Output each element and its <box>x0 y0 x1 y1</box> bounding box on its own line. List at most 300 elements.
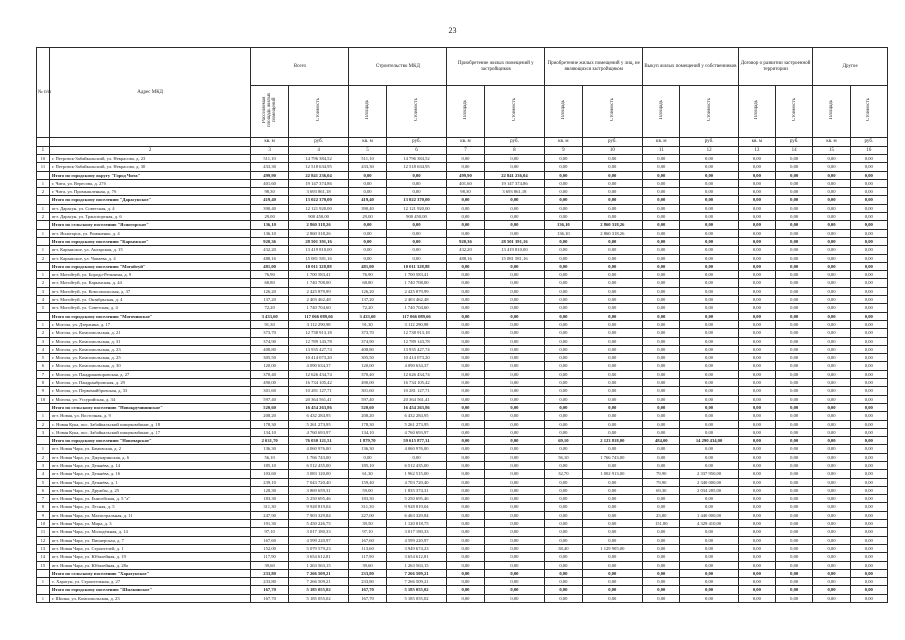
table-row <box>37 528 888 536</box>
cost-cell: 0,00 <box>850 461 887 469</box>
area-cell: 0,00 <box>738 578 775 586</box>
cost-cell: 0,00 <box>776 486 813 494</box>
subtotal-row <box>37 262 888 270</box>
area-cell: 0,00 <box>738 329 775 337</box>
area-cell: 0,00 <box>447 412 484 420</box>
area-cell: 0,00 <box>738 594 775 602</box>
area-cell: 0,00 <box>813 163 850 171</box>
row-number: 2 <box>37 420 50 428</box>
area-cell: 0,00 <box>738 304 775 312</box>
cost-cell: 0,00 <box>776 329 813 337</box>
table-row <box>37 188 888 196</box>
table-row <box>37 370 888 378</box>
cost-cell: 0,00 <box>776 445 813 453</box>
table-row <box>37 395 888 403</box>
cost-cell: 0,00 <box>680 412 738 420</box>
cost-cell: 3 112 290,98 <box>288 320 349 328</box>
area-cell: 0,00 <box>545 337 582 345</box>
row-number: 9 <box>37 511 50 519</box>
cost-cell: 0,00 <box>680 420 738 428</box>
cost-cell: 0,00 <box>850 196 887 204</box>
address-cell: г. Чита, ул. Вересова, д. 27б <box>49 179 251 187</box>
area-cell: 0,00 <box>545 320 582 328</box>
address-cell: пгт. Новая Чара, ул. Строителей, д. 1 <box>49 544 251 552</box>
cost-cell: 0,00 <box>776 296 813 304</box>
cost-cell: 7 266 509,21 <box>288 578 349 586</box>
cost-cell: 0,00 <box>484 561 545 569</box>
cost-cell: 0,00 <box>680 304 738 312</box>
units-row <box>37 138 888 147</box>
table-row <box>37 520 888 528</box>
cost-cell: 0,00 <box>680 362 738 370</box>
area-cell: 0,00 <box>545 345 582 353</box>
area-cell: 0,00 <box>813 345 850 353</box>
cost-cell: 0,00 <box>776 345 813 353</box>
cost-cell: 3 654 612,81 <box>288 553 349 561</box>
cost-cell: 0,00 <box>850 387 887 395</box>
cost-cell: 12 789 143,78 <box>386 337 447 345</box>
area-cell: 0,00 <box>545 304 582 312</box>
area-cell: 247,90 <box>251 511 288 519</box>
area-cell: 0,00 <box>545 412 582 420</box>
row-number <box>37 437 50 445</box>
row-number: 2 <box>37 329 50 337</box>
area-cell: 0,00 <box>738 412 775 420</box>
address-cell: пгт. Новая Чара, ул. Дежнёва, д. 14 <box>49 461 251 469</box>
area-cell: 137,20 <box>251 296 288 304</box>
cost-cell: 0,00 <box>582 503 643 511</box>
cost-cell: 0,00 <box>850 437 887 445</box>
cost-cell: 1 263 563,15 <box>288 561 349 569</box>
area-cell: 0,00 <box>813 453 850 461</box>
table-row <box>37 345 888 353</box>
area-cell: 39,50 <box>349 520 386 528</box>
cost-cell: 0,00 <box>850 553 887 561</box>
area-cell: 0,00 <box>738 370 775 378</box>
cost-cell: 0,00 <box>582 271 643 279</box>
cost-cell: 2 860 318,26 <box>288 221 349 229</box>
area-cell: 32,70 <box>545 470 582 478</box>
col-construction-area-header: Площадь <box>349 86 386 138</box>
area-cell: 0,00 <box>738 387 775 395</box>
cost-cell: 0,00 <box>582 403 643 411</box>
area-cell: 0,00 <box>643 528 680 536</box>
area-cell: 233,80 <box>251 569 288 577</box>
cost-cell: 0,00 <box>850 179 887 187</box>
cost-cell: 0,00 <box>386 246 447 254</box>
cost-cell: 0,00 <box>850 544 887 552</box>
cost-cell: 12 121 920,00 <box>386 204 447 212</box>
area-cell: 0,00 <box>643 395 680 403</box>
cost-cell: 0,00 <box>582 196 643 204</box>
area-cell: 0,00 <box>643 387 680 395</box>
row-number <box>37 221 50 229</box>
cost-cell: 0,00 <box>850 337 887 345</box>
cost-cell: 0,00 <box>850 486 887 494</box>
area-cell: 0,00 <box>738 312 775 320</box>
cost-cell: 0,00 <box>582 569 643 577</box>
area-cell: 0,00 <box>813 445 850 453</box>
col-address-header: Адрес МКД <box>49 48 251 138</box>
row-number: 2 <box>37 453 50 461</box>
area-cell: 0,00 <box>813 254 850 262</box>
area-cell: 488,16 <box>251 254 288 262</box>
area-cell: 0,00 <box>447 437 484 445</box>
address-cell: пгт. Дарасун, ул. Советская, д. 4 <box>49 204 251 212</box>
area-cell: 0,00 <box>447 403 484 411</box>
cost-cell: 0,00 <box>776 594 813 602</box>
cost-cell: 0,00 <box>776 262 813 270</box>
cost-cell: 0,00 <box>484 279 545 287</box>
cost-cell: 0,00 <box>582 561 643 569</box>
cost-cell: 0,00 <box>776 304 813 312</box>
column-index: 9 <box>545 147 582 155</box>
area-cell: 0,00 <box>738 320 775 328</box>
area-cell: 191,30 <box>251 520 288 528</box>
table-row <box>37 246 888 254</box>
cost-cell: 0,00 <box>850 221 887 229</box>
area-cell: 0,00 <box>738 437 775 445</box>
table-row <box>37 271 888 279</box>
area-cell: 370,40 <box>349 370 386 378</box>
group-developers-header: Приобретение жилых помещений у застройщиков <box>447 48 545 86</box>
cost-cell: 0,00 <box>680 403 738 411</box>
address-cell: пгт. Новая Чара, ул. Джукаринская, д. 6 <box>49 453 251 461</box>
area-cell: 0,00 <box>813 304 850 312</box>
area-cell: 0,00 <box>545 478 582 486</box>
cost-cell: 0,00 <box>680 453 738 461</box>
cost-cell: 0,00 <box>680 320 738 328</box>
cost-cell: 6 512 435,00 <box>386 461 447 469</box>
area-cell: 0,00 <box>447 511 484 519</box>
area-cell: 136,10 <box>545 221 582 229</box>
cost-cell: 13 022 370,00 <box>386 196 447 204</box>
area-cell: 0,00 <box>349 246 386 254</box>
area-cell: 167,70 <box>349 586 386 594</box>
cost-cell: 1 740 708,00 <box>386 279 447 287</box>
area-cell: 0,00 <box>738 229 775 237</box>
cost-cell: 0,00 <box>582 287 643 295</box>
col-developers-area-header: Площадь <box>447 86 484 138</box>
area-cell: 373,70 <box>349 329 386 337</box>
area-cell: 373,70 <box>251 329 288 337</box>
address-cell: г. Шилка, ул. Комсомольская, д. 23 <box>49 594 251 602</box>
area-cell: 136,10 <box>251 229 288 237</box>
cost-cell: 0,00 <box>680 561 738 569</box>
area-cell: 0,00 <box>813 188 850 196</box>
area-cell: 208,20 <box>251 412 288 420</box>
area-cell: 151,80 <box>643 520 680 528</box>
column-index: 3 <box>251 147 288 155</box>
cost-cell: 0,00 <box>484 511 545 519</box>
cost-cell: 0,00 <box>484 528 545 536</box>
cost-cell: 0,00 <box>582 528 643 536</box>
area-cell: 0,00 <box>643 420 680 428</box>
area-cell: 69,10 <box>545 437 582 445</box>
cost-cell: 0,00 <box>582 445 643 453</box>
table-row <box>37 204 888 212</box>
cost-cell: 7 266 509,21 <box>288 569 349 577</box>
subtotal-row <box>37 569 888 577</box>
row-number <box>37 403 50 411</box>
area-cell: 0,00 <box>545 188 582 196</box>
cost-cell: 7 266 509,21 <box>386 578 447 586</box>
address-cell: пгт. Новая, ул. Восточная, д. 9 <box>49 412 251 420</box>
area-cell: 484,00 <box>643 437 680 445</box>
area-cell: 0,00 <box>643 304 680 312</box>
area-cell: 0,00 <box>545 246 582 254</box>
table-row <box>37 213 888 221</box>
area-cell: 0,00 <box>545 287 582 295</box>
area-cell: 0,00 <box>643 412 680 420</box>
address-cell: пгт. Карымское, ул. Ангарская, д. 15 <box>49 246 251 254</box>
area-cell: 0,00 <box>738 403 775 411</box>
cost-cell: 0,00 <box>484 503 545 511</box>
cost-cell: 0,00 <box>850 271 887 279</box>
cost-cell: 0,00 <box>582 354 643 362</box>
area-cell: 0,00 <box>738 453 775 461</box>
cost-cell: 0,00 <box>484 428 545 436</box>
cost-cell: 0,00 <box>776 362 813 370</box>
address-cell: г. Могоча, ул. Первомайбровская, д. 33 <box>49 387 251 395</box>
cost-cell: 0,00 <box>850 345 887 353</box>
cost-cell: 0,00 <box>386 179 447 187</box>
cost-cell: 0,00 <box>850 511 887 519</box>
cost-cell: 0,00 <box>850 204 887 212</box>
cost-cell: 0,00 <box>850 495 887 503</box>
area-cell: 305,50 <box>349 354 386 362</box>
cost-cell: 10 281 127,71 <box>386 387 447 395</box>
cost-cell: 7 043 720,40 <box>288 478 349 486</box>
cost-cell: 0,00 <box>680 204 738 212</box>
cost-cell: 0,00 <box>484 320 545 328</box>
area-cell: 98,30 <box>251 188 288 196</box>
cost-cell: 0,00 <box>776 254 813 262</box>
cost-cell: 0,00 <box>850 262 887 270</box>
table-row <box>37 553 888 561</box>
address-cell: пгт. Ясногорск, ул. Романенко, д. 4 <box>49 229 251 237</box>
area-cell: 167,60 <box>251 536 288 544</box>
unit-rub: руб. <box>776 138 813 147</box>
cost-cell: 15 081 581,16 <box>484 254 545 262</box>
table-row <box>37 229 888 237</box>
row-number: 15 <box>37 561 50 569</box>
area-cell: 233,80 <box>349 569 386 577</box>
cost-cell: 3 869 659,31 <box>288 486 349 494</box>
area-cell: 0,00 <box>447 586 484 594</box>
cost-cell: 0,00 <box>680 553 738 561</box>
area-cell: 0,00 <box>643 379 680 387</box>
area-cell: 0,00 <box>643 495 680 503</box>
area-cell: 401,60 <box>251 179 288 187</box>
row-number <box>37 312 50 320</box>
area-cell: 0,00 <box>813 395 850 403</box>
area-cell: 0,00 <box>545 561 582 569</box>
cost-cell: 0,00 <box>484 520 545 528</box>
area-cell: 0,00 <box>643 171 680 179</box>
area-cell: 0,00 <box>643 320 680 328</box>
unit-rub: руб. <box>582 138 643 147</box>
col-redemption-area-header: Площадь <box>643 86 680 138</box>
address-cell: с. Новая Кука, пос. Забайкальский пищекомбинат, д. 17 <box>49 428 251 436</box>
table-row <box>37 544 888 552</box>
cost-cell: 0,00 <box>776 412 813 420</box>
table-row <box>37 561 888 569</box>
area-cell: 0,00 <box>813 412 850 420</box>
address-cell: пгт. Дарасун, ул. Транспортная, д. 6 <box>49 213 251 221</box>
cost-cell: 0,00 <box>680 254 738 262</box>
cost-cell: 0,00 <box>776 337 813 345</box>
area-cell: 167,60 <box>349 536 386 544</box>
cost-cell: 13 935 427,74 <box>288 345 349 353</box>
area-cell: 0,00 <box>447 395 484 403</box>
area-cell: 390,40 <box>349 204 386 212</box>
area-cell: 0,00 <box>447 453 484 461</box>
row-number: 2 <box>37 279 50 287</box>
address-cell: пгт. Новая Чара, ул. Пионерская, д. 7 <box>49 536 251 544</box>
area-cell: 0,00 <box>643 213 680 221</box>
area-cell: 0,00 <box>545 428 582 436</box>
cost-cell: 0,00 <box>680 312 738 320</box>
table-row <box>37 296 888 304</box>
area-cell: 0,00 <box>813 196 850 204</box>
area-cell: 117,90 <box>251 553 288 561</box>
area-cell: 0,00 <box>545 271 582 279</box>
address-cell: г. Чита, ул. Промышленная, д. 7б <box>49 188 251 196</box>
area-cell: 481,00 <box>251 262 288 270</box>
cost-cell: 0,00 <box>484 586 545 594</box>
cost-cell: 12 626 434,74 <box>386 370 447 378</box>
cost-cell: 0,00 <box>582 262 643 270</box>
address-cell: с. Харагун, ул. Строительная, д. 27 <box>49 578 251 586</box>
cost-cell: 12 738 913,18 <box>288 329 349 337</box>
area-cell: 3 433,60 <box>349 312 386 320</box>
cost-cell: 0,00 <box>484 445 545 453</box>
row-number: 3 <box>37 428 50 436</box>
cost-cell: 5 185 055,02 <box>288 594 349 602</box>
area-cell: 0,00 <box>643 362 680 370</box>
col-number-header: № п/п <box>37 48 50 138</box>
area-cell: 597,40 <box>251 395 288 403</box>
cost-cell: 12 518 634,95 <box>386 163 447 171</box>
col-total-cost-header: Стоимость <box>288 86 349 138</box>
cost-cell: 2 403 462,48 <box>386 296 447 304</box>
cost-cell: 0,00 <box>850 329 887 337</box>
address-cell: пгт. Карымское, ул. Чапаева, д. 4 <box>49 254 251 262</box>
area-cell: 0,00 <box>349 237 386 245</box>
area-cell: 0,00 <box>738 237 775 245</box>
cost-cell: 2 034 285,00 <box>680 486 738 494</box>
area-cell: 0,00 <box>447 287 484 295</box>
cost-cell: 0,00 <box>582 171 643 179</box>
cost-cell: 0,00 <box>484 495 545 503</box>
area-cell: 0,00 <box>545 370 582 378</box>
table-row <box>37 155 888 163</box>
cost-cell: 0,00 <box>582 520 643 528</box>
area-cell: 0,00 <box>545 179 582 187</box>
cost-cell: 0,00 <box>850 569 887 577</box>
cost-cell: 0,00 <box>582 155 643 163</box>
row-number: 5 <box>37 304 50 312</box>
area-cell: 29,00 <box>251 213 288 221</box>
area-cell: 0,00 <box>643 262 680 270</box>
area-cell: 433,30 <box>251 163 288 171</box>
area-cell: 0,00 <box>813 262 850 270</box>
area-cell: 408,80 <box>349 345 386 353</box>
cost-cell: 5 185 055,02 <box>288 586 349 594</box>
area-cell: 0,00 <box>349 179 386 187</box>
cost-cell: 0,00 <box>484 345 545 353</box>
area-cell: 0,00 <box>447 213 484 221</box>
cost-cell: 0,00 <box>582 495 643 503</box>
cost-cell: 0,00 <box>680 155 738 163</box>
area-cell: 0,00 <box>813 461 850 469</box>
table-row <box>37 461 888 469</box>
area-cell: 0,00 <box>447 536 484 544</box>
row-number: 10 <box>37 155 50 163</box>
cost-cell: 6 432 284,95 <box>386 412 447 420</box>
area-cell: 68,80 <box>349 279 386 287</box>
cost-cell: 28 501 391,16 <box>288 237 349 245</box>
area-cell: 0,00 <box>643 578 680 586</box>
area-cell: 0,00 <box>643 553 680 561</box>
area-cell: 0,00 <box>545 296 582 304</box>
area-cell: 56,10 <box>251 453 288 461</box>
cost-cell: 0,00 <box>776 395 813 403</box>
cost-cell: 0,00 <box>582 312 643 320</box>
cost-cell: 2 425 879,99 <box>386 287 447 295</box>
cost-cell: 0,00 <box>484 213 545 221</box>
cost-cell: 20 364 561,41 <box>288 395 349 403</box>
cost-cell: 0,00 <box>850 420 887 428</box>
area-cell: 97,10 <box>251 528 288 536</box>
column-index: 13 <box>738 147 775 155</box>
cost-cell: 0,00 <box>484 486 545 494</box>
area-cell: 433,30 <box>349 163 386 171</box>
cost-cell: 0,00 <box>850 445 887 453</box>
cost-cell: 5 185 055,02 <box>386 586 447 594</box>
subtotal-label: Итого по сельскому поселению "Харагунское" <box>49 569 251 577</box>
row-number: 1 <box>37 246 50 254</box>
subtotal-row <box>37 221 888 229</box>
address-cell: г. Могоча, ул. Уссурийская, д. 34 <box>49 395 251 403</box>
area-cell: 0,00 <box>545 312 582 320</box>
subtotal-row <box>37 237 888 245</box>
cost-cell: 0,00 <box>850 237 887 245</box>
cost-cell: 0,00 <box>776 578 813 586</box>
area-cell: 0,00 <box>643 221 680 229</box>
address-cell: пгт. Новая Чара, ул. Дежнёва, д. 16 <box>49 470 251 478</box>
address-cell: с. Новая Кука, пос. Забайкальский пищекомбинат, д. 18 <box>49 420 251 428</box>
area-cell: 0,00 <box>738 246 775 254</box>
table-row <box>37 420 888 428</box>
area-cell: 0,00 <box>349 171 386 179</box>
area-cell: 117,90 <box>349 553 386 561</box>
cost-cell: 0,00 <box>680 345 738 353</box>
subtotal-row <box>37 171 888 179</box>
address-cell: г. Петровск-Забайкальский, ул. Некрасова, д. 23 <box>49 155 251 163</box>
area-cell: 0,00 <box>349 229 386 237</box>
cost-cell: 0,00 <box>850 561 887 569</box>
address-cell: пгт. Могойтуй, ул. Октябрьская, д. 4 <box>49 296 251 304</box>
area-cell: 0,00 <box>813 221 850 229</box>
area-cell: 0,00 <box>813 420 850 428</box>
cost-cell: 14 290 434,00 <box>680 437 738 445</box>
table-row <box>37 354 888 362</box>
area-cell: 488,16 <box>447 254 484 262</box>
area-cell: 0,00 <box>813 155 850 163</box>
area-cell: 0,00 <box>545 171 582 179</box>
